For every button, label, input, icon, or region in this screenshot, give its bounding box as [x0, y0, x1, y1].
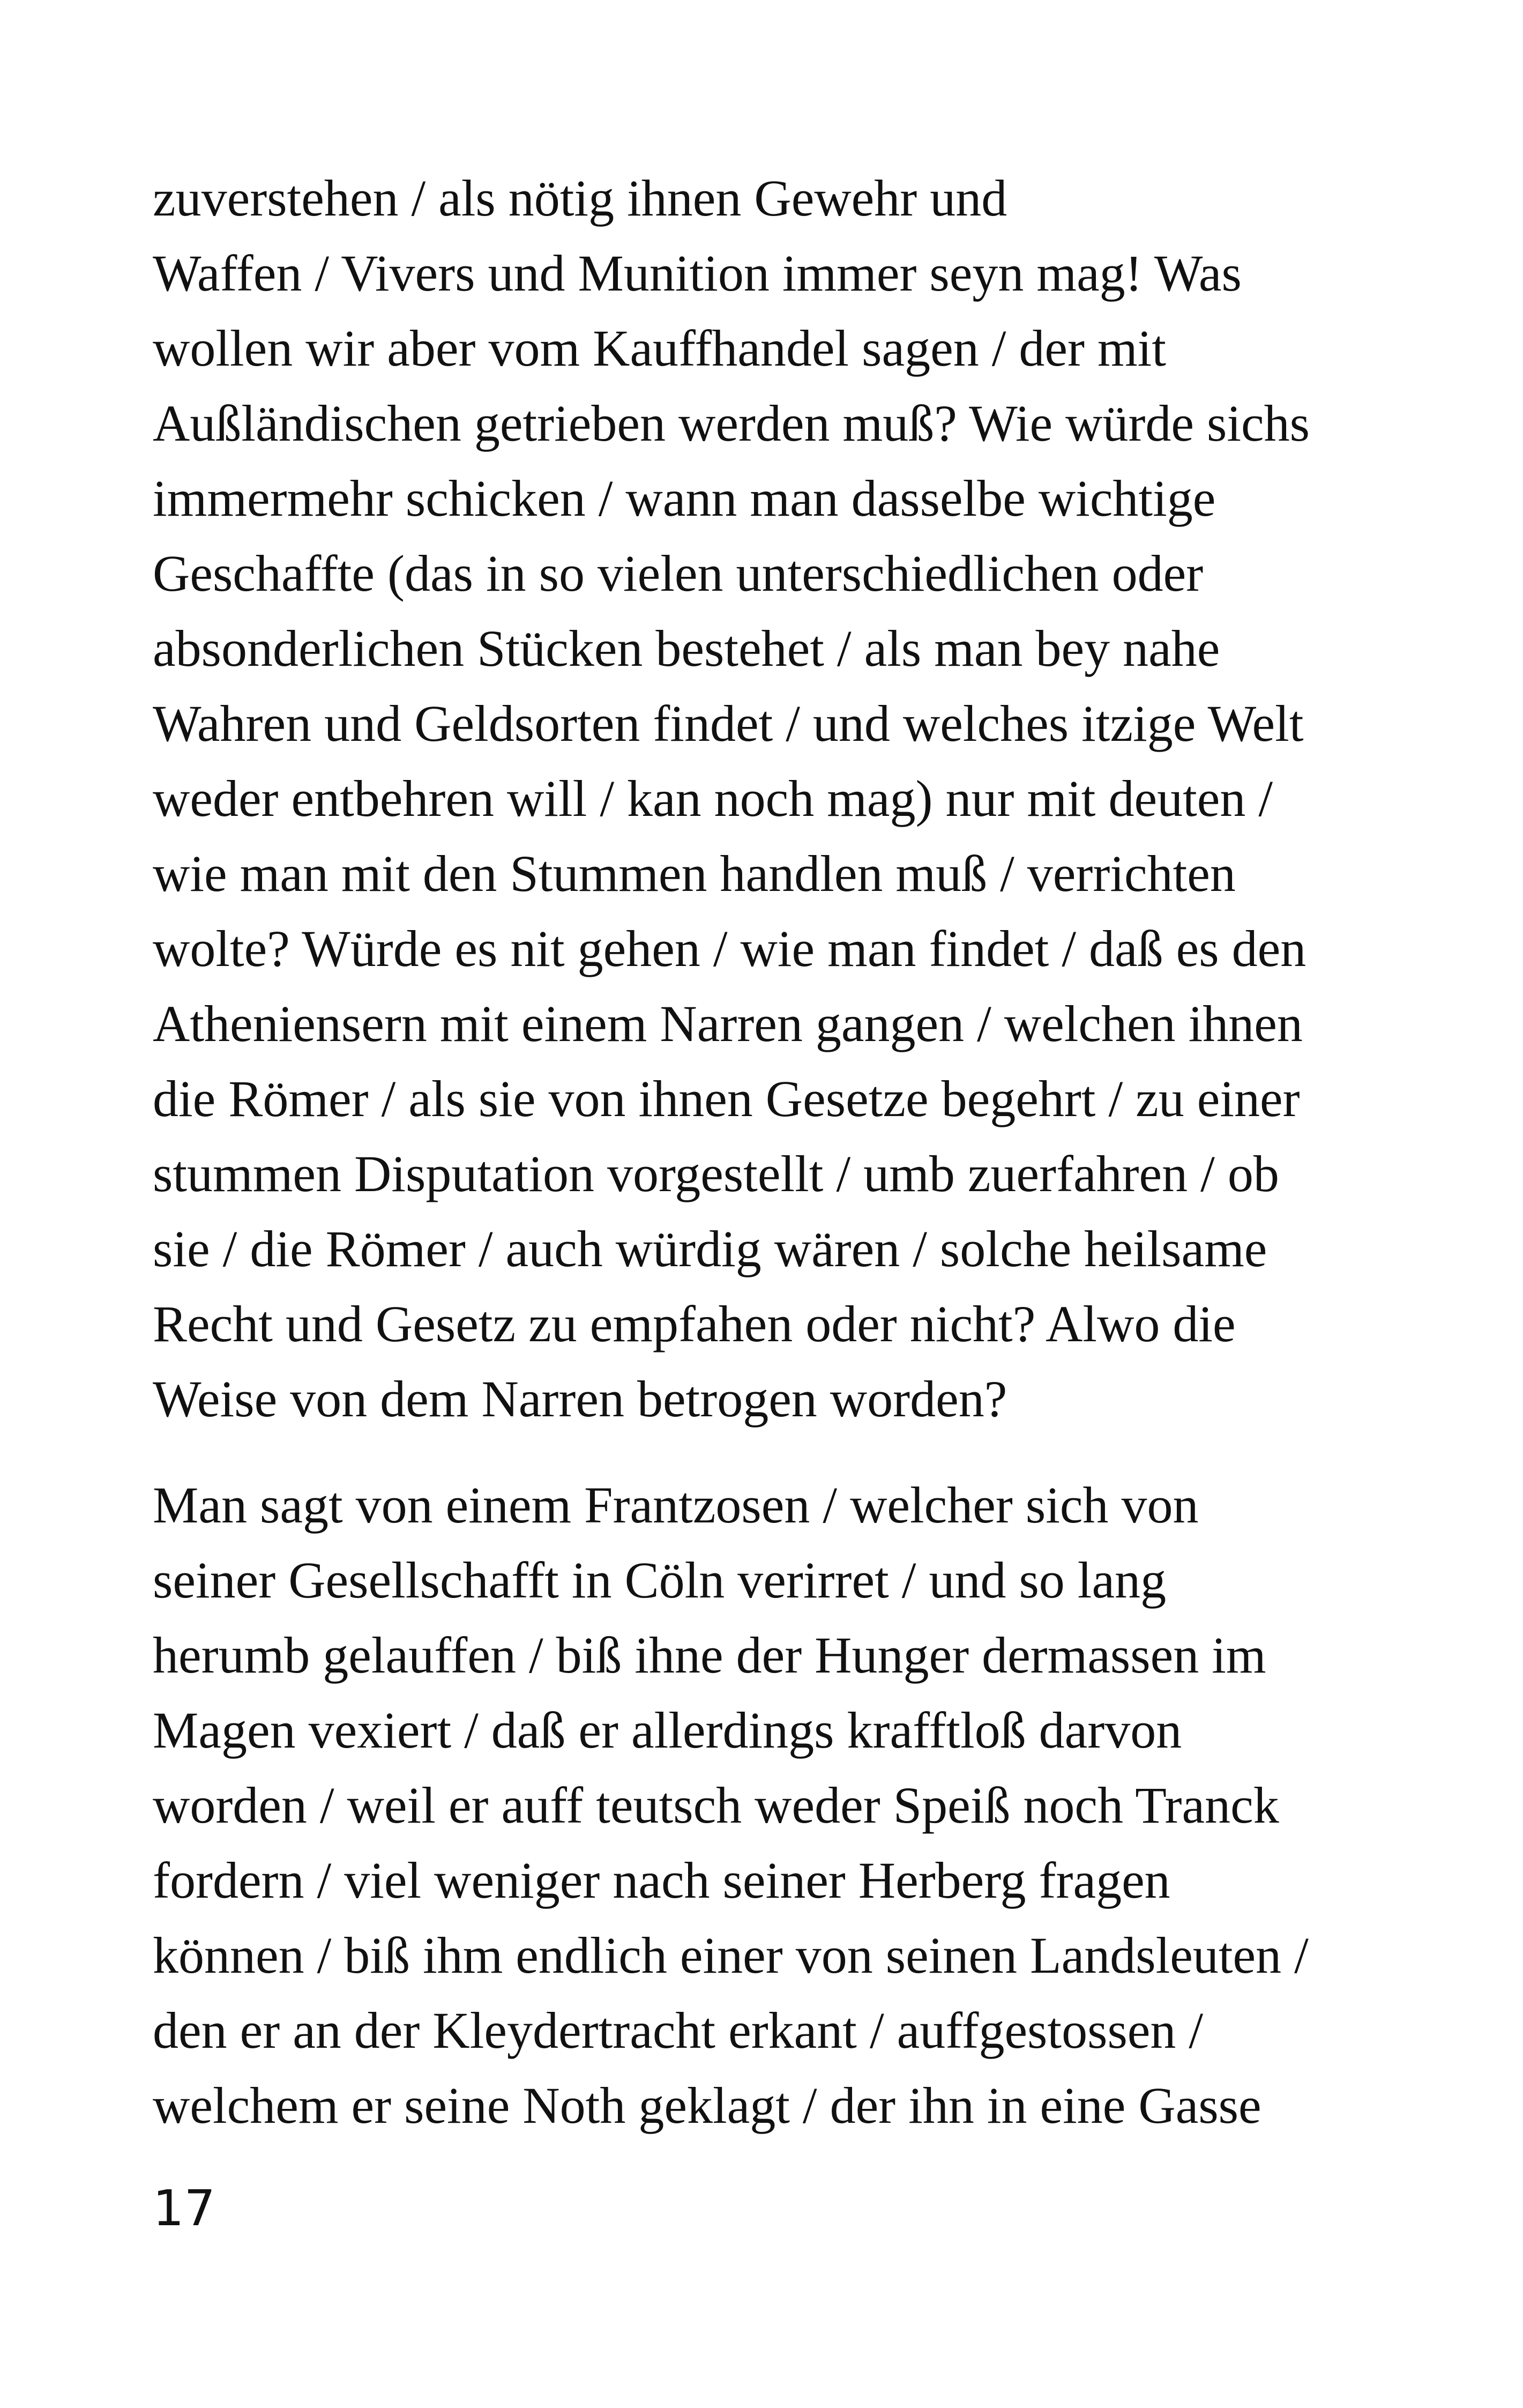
text-line: worden / weil er auff teutsch weder Speiß noch Tranck: [153, 1777, 1279, 1834]
text-line: welchem er seine Noth geklagt / der ihn in eine Gasse: [153, 2077, 1261, 2134]
text-line: den er an der Kleydertracht erkant / auffgestossen /: [153, 2002, 1204, 2059]
text-line: fordern / viel weniger nach seiner Herberg fragen: [153, 1852, 1170, 1909]
page-number: 17: [153, 2180, 216, 2237]
text-line: weder entbehren will / kan noch mag) nur mit deuten /: [153, 770, 1273, 827]
text-line: absonderlichen Stücken bestehet / als man bey nahe: [153, 620, 1220, 677]
text-line: Man sagt von einem Frantzosen / welcher sich von: [153, 1476, 1199, 1534]
paragraph-text: [153, 161, 1428, 1437]
text-line: Weise von dem Narren betrogen worden?: [153, 1370, 1007, 1428]
text-line: Geschaffte (das in so vielen unterschiedlichen oder: [153, 545, 1204, 602]
text-line: herumb gelauffen / biß ihne der Hunger dermassen im: [153, 1626, 1266, 1684]
text-line: stummen Disputation vorgestellt / umb zuerfahren / ob: [153, 1145, 1279, 1202]
text-line: können / biß ihm endlich einer von seinen Landsleuten /: [153, 1927, 1309, 1984]
text-line: Waffen / Vivers und Munition immer seyn mag! Was: [153, 244, 1242, 302]
text-line: Außländischen getrieben werden muß? Wie würde sichs: [153, 395, 1310, 452]
text-line: die Römer / als sie von ihnen Gesetze begehrt / zu einer: [153, 1070, 1300, 1127]
text-line: Wahren und Geldsorten findet / und welches itzige Welt: [153, 695, 1304, 752]
text-line: wollen wir aber vom Kauffhandel sagen / der mit: [153, 319, 1166, 377]
text-line: seiner Gesellschafft in Cöln verirret / und so lang: [153, 1551, 1167, 1609]
text-line: immermehr schicken / wann man dasselbe wichtige: [153, 470, 1216, 527]
text-line: wie man mit den Stummen handlen muß / verrichten: [153, 845, 1236, 902]
text-line: Atheniensern mit einem Narren gangen / welchen ihnen: [153, 995, 1303, 1052]
text-line: zuverstehen / als nötig ihnen Gewehr und: [153, 169, 1007, 227]
paragraph-1: [153, 161, 1428, 1437]
paragraph-text: [153, 1468, 1428, 2143]
text-line: sie / die Römer / auch würdig wären / solche heilsame: [153, 1220, 1267, 1277]
text-line: wolte? Würde es nit gehen / wie man findet / daß es den: [153, 920, 1307, 977]
text-line: Recht und Gesetz zu empfahen oder nicht? Alwo die: [153, 1295, 1236, 1352]
text-line: Magen vexiert / daß er allerdings krafftloß darvon: [153, 1701, 1182, 1759]
paragraph-2: [153, 1468, 1428, 2143]
